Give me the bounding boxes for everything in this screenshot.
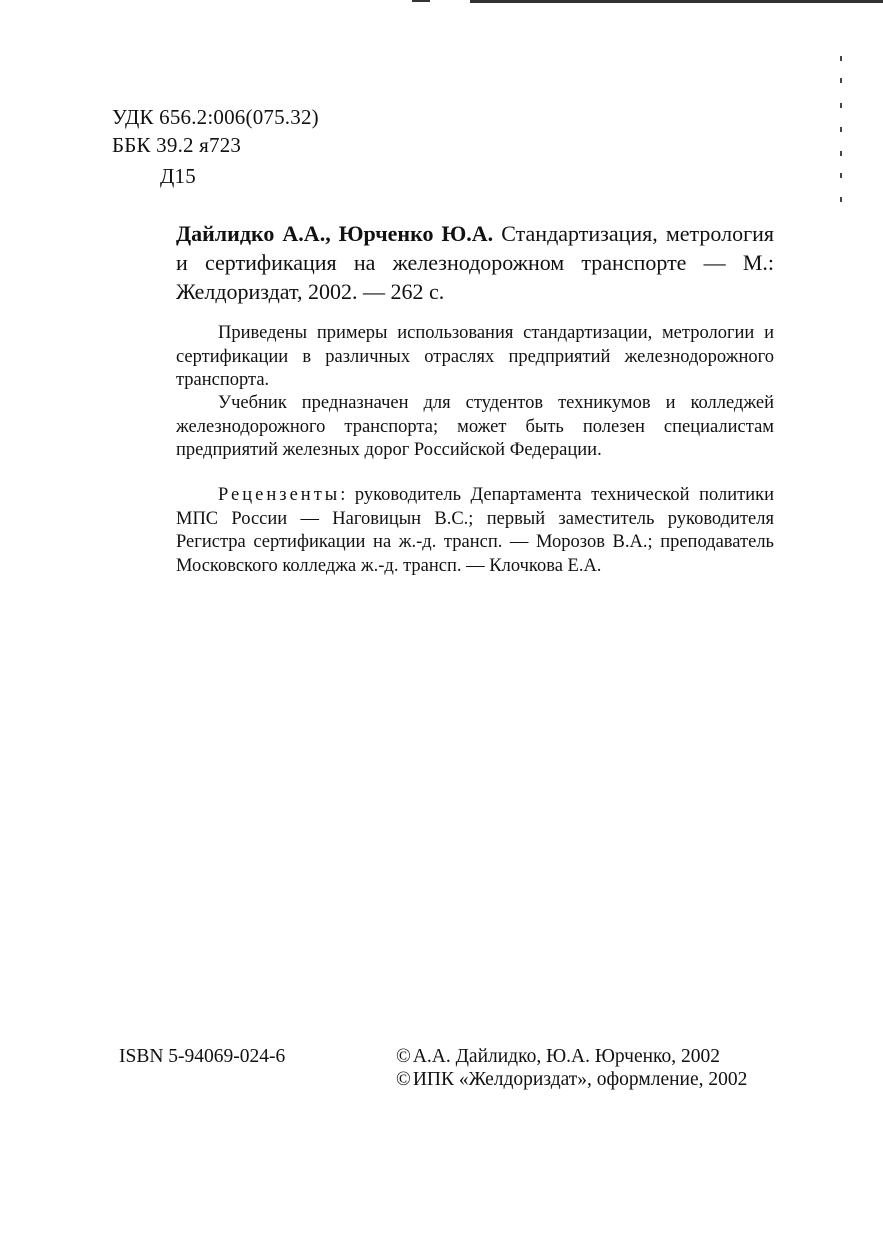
copyright-line-1: [396, 1045, 720, 1069]
annotation-paragraph-1: Приведены примеры использования стандартизации, метрологии и сертификации в различных отраслях предприятий железнодорожного транспорта.: [176, 323, 774, 390]
scan-top-rule-long: [470, 0, 883, 3]
isbn: ISBN 5-94069-024-6: [119, 1046, 286, 1067]
reviewers-paragraph: [176, 484, 774, 578]
scan-margin-mark: [840, 103, 842, 108]
scan-margin-mark: [840, 173, 842, 178]
annotation-paragraph-2: Учебник предназначен для студентов техникумов и колледжей железнодорожного транспорта; может быть полезен специалистам предприятий железных дорог Российской Федерации.: [176, 393, 774, 460]
copyright-publisher: ИПК «Желдориздат», оформление, 2002: [412, 1069, 748, 1090]
copyright-authors: А.А. Дайлидко, Ю.А. Юрченко, 2002: [412, 1046, 721, 1067]
scan-top-rule: [412, 0, 430, 2]
scan-margin-mark: [840, 197, 842, 202]
bibliographic-description: [176, 219, 774, 306]
scan-margin-mark: [840, 127, 842, 132]
reviewers-text: : руководитель Департамента технической политики МПС России — Наговицын В.С.; первый заместитель руководителя Регистра сертификации на ж.-д. трансп. — Морозов В.А.; преподаватель Московского колледжа ж.-д. трансп. — Клочкова Е.А.: [176, 485, 774, 576]
copyright-line-2: [396, 1068, 747, 1092]
bbk-code: ББК 39.2 я723: [112, 133, 242, 157]
scan-margin-mark: [840, 151, 842, 156]
udk-code: УДК 656.2:006(075.32): [112, 105, 319, 129]
scan-margin-mark: [840, 56, 842, 61]
scan-margin-mark: [840, 78, 842, 83]
copyright-icon: ©: [396, 1046, 411, 1067]
reviewers-label: Рецензенты: [218, 485, 341, 505]
authors: Дайлидко А.А., Юрченко Ю.А.: [176, 221, 494, 246]
copyright-icon: ©: [396, 1069, 411, 1090]
author-mark: Д15: [160, 164, 196, 188]
title-and-imprint: Стандартизация, метрология и сертификация на железнодорожном транспорте — М.: Желдориздат, 2002. — 262 с.: [176, 221, 774, 304]
